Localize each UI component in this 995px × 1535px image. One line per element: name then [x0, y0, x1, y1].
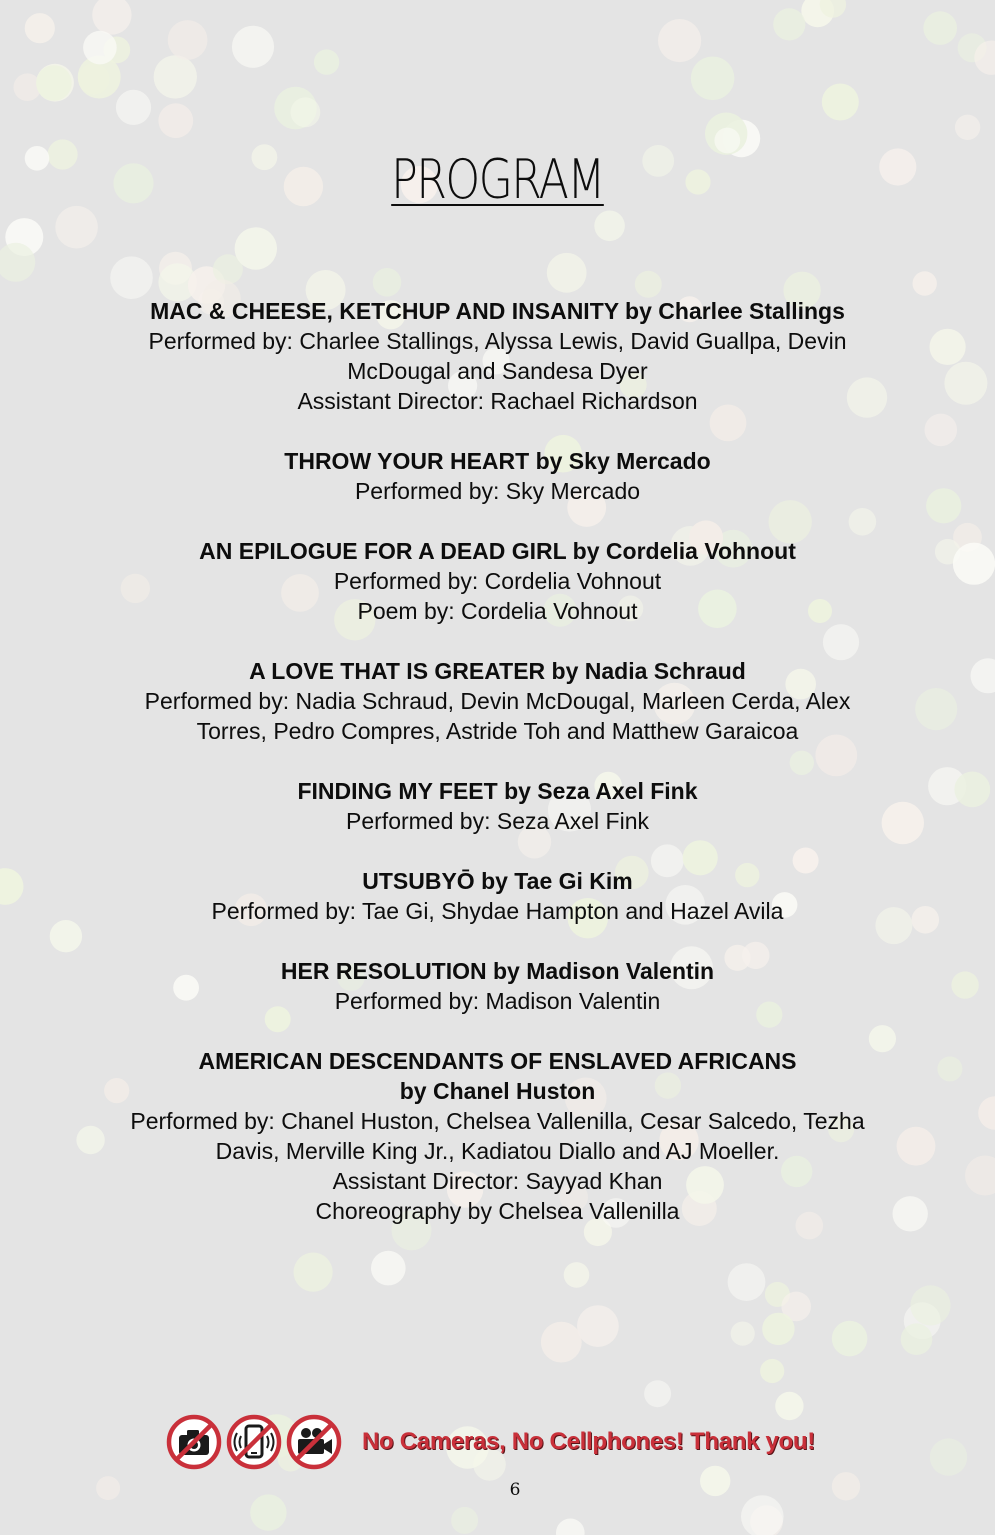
no-video-camera-icon [286, 1414, 342, 1470]
bokeh-dot [577, 1305, 619, 1347]
bokeh-dot [925, 414, 958, 447]
bokeh-dot [635, 271, 662, 298]
bokeh-dot [937, 1056, 962, 1081]
piece-title: UTSUBYŌ by Tae Gi Kim [362, 868, 633, 894]
bokeh-dot [92, 0, 131, 35]
credit-line: Davis, Merville King Jr., Kadiatou Diallo and AJ Moeller. [215, 1138, 780, 1164]
piece-title: AN EPILOGUE FOR A DEAD GIRL by Cordelia Vohnout [199, 538, 796, 564]
bokeh-dot [965, 1156, 995, 1196]
bokeh-dot [451, 1507, 478, 1534]
credit-line: Performed by: Madison Valentin [334, 988, 661, 1014]
piece-title: A LOVE THAT IS GREATER by Nadia Schraud [249, 658, 746, 684]
bokeh-dot [954, 772, 990, 808]
bokeh-dot [978, 1096, 995, 1130]
credit-line: Choreography by Chelsea Vallenilla [315, 1198, 680, 1224]
piece-title: THROW YOUR HEART by Sky Mercado [284, 448, 711, 474]
bokeh-dot [930, 329, 966, 365]
bokeh-dot [294, 1253, 333, 1292]
bokeh-dot [926, 488, 961, 523]
bokeh-dot [773, 8, 805, 40]
credit-line: McDougal and Sandesa Dyer [347, 358, 648, 384]
program-item [70, 1046, 925, 1226]
credit-line: Performed by: Tae Gi, Shydae Hampton and Hazel Avila [211, 898, 784, 924]
piece-title: MAC & CHEESE, KETCHUP AND INSANITY by Charlee Stallings [150, 298, 845, 324]
bokeh-dot [291, 97, 321, 127]
no-cellphone-icon [226, 1414, 282, 1470]
bokeh-dot [541, 1322, 582, 1363]
program-list [70, 296, 925, 1256]
page-title: PROGRAM [391, 148, 604, 211]
bokeh-dot [901, 1323, 933, 1355]
program-item [70, 536, 925, 626]
bokeh-dot [154, 55, 197, 98]
bokeh-dot [48, 139, 78, 169]
credit-line: Performed by: Chanel Huston, Chelsea Vallenilla, Cesar Salcedo, Tezha [130, 1108, 865, 1134]
bokeh-dot [36, 65, 72, 101]
bokeh-dot [314, 49, 339, 74]
no-camera-icon [166, 1414, 222, 1470]
bokeh-dot [913, 271, 937, 295]
credit-line: Performed by: Nadia Schraud, Devin McDougal, Marleen Cerda, Alex [144, 688, 851, 714]
bokeh-dot [594, 211, 625, 242]
bokeh-dot [25, 13, 55, 43]
bokeh-dot [955, 115, 980, 140]
credit-line: Performed by: Seza Axel Fink [346, 808, 649, 834]
program-item [70, 446, 925, 506]
bokeh-dot [741, 1495, 784, 1535]
program-item [70, 776, 925, 836]
bokeh-dot [953, 543, 995, 585]
piece-title: FINDING MY FEET by Seza Axel Fink [297, 778, 698, 804]
bokeh-dot [110, 256, 153, 299]
bokeh-dot [728, 1263, 766, 1301]
bokeh-dot [168, 20, 208, 60]
credit-line: Performed by: Cordelia Vohnout [333, 568, 662, 594]
bokeh-dot [930, 1438, 967, 1475]
bokeh-dot [556, 1519, 585, 1535]
bokeh-dot [832, 1321, 868, 1357]
credit-line: Performed by: Charlee Stallings, Alyssa Lewis, David Guallpa, Devin [148, 328, 847, 354]
program-item [70, 866, 925, 926]
bokeh-dot [731, 1322, 755, 1346]
bokeh-dot [547, 253, 587, 293]
program-item [70, 296, 925, 416]
bokeh-dot [644, 1380, 671, 1407]
bokeh-dot [55, 206, 98, 249]
credit-line: Assistant Director: Sayyad Khan [332, 1168, 663, 1194]
bokeh-dot [951, 971, 978, 998]
credit-line: Assistant Director: Rachael Richardson [297, 388, 698, 414]
bokeh-dot [923, 11, 957, 45]
bokeh-dot [564, 1262, 590, 1288]
bokeh-dot [760, 1359, 784, 1383]
bokeh-dot [116, 90, 151, 125]
bokeh-dot [232, 26, 274, 68]
piece-title: HER RESOLUTION by Madison Valentin [280, 958, 715, 984]
no-cameras-notice: No Cameras, No Cellphones! Thank you! [362, 1428, 815, 1455]
piece-title: by Chanel Huston [399, 1078, 596, 1104]
bokeh-dot [910, 1285, 950, 1325]
credit-line: Poem by: Cordelia Vohnout [357, 598, 638, 624]
bokeh-dot [373, 268, 402, 297]
bokeh-dot [0, 868, 24, 905]
bokeh-dot [658, 19, 701, 62]
piece-title: AMERICAN DESCENDANTS OF ENSLAVED AFRICANS [198, 1048, 797, 1074]
credit-line: Performed by: Sky Mercado [354, 478, 641, 504]
bokeh-dot [944, 362, 987, 405]
bokeh-dot [25, 146, 50, 171]
bokeh-dot [971, 658, 995, 693]
bokeh-dot [235, 227, 277, 269]
bokeh-dot [83, 31, 117, 65]
page-number: 6 [509, 1480, 521, 1500]
credit-line: Torres, Pedro Compres, Astride Toh and Matthew Garaicoa [196, 718, 799, 744]
program-item [70, 956, 925, 1016]
bokeh-dot [78, 63, 109, 94]
footer-notice [166, 1413, 815, 1471]
bokeh-dot [762, 1313, 794, 1345]
bokeh-dot [158, 103, 193, 138]
bokeh-dot [822, 84, 859, 121]
bokeh-dot [691, 57, 735, 101]
program-item [70, 656, 925, 746]
